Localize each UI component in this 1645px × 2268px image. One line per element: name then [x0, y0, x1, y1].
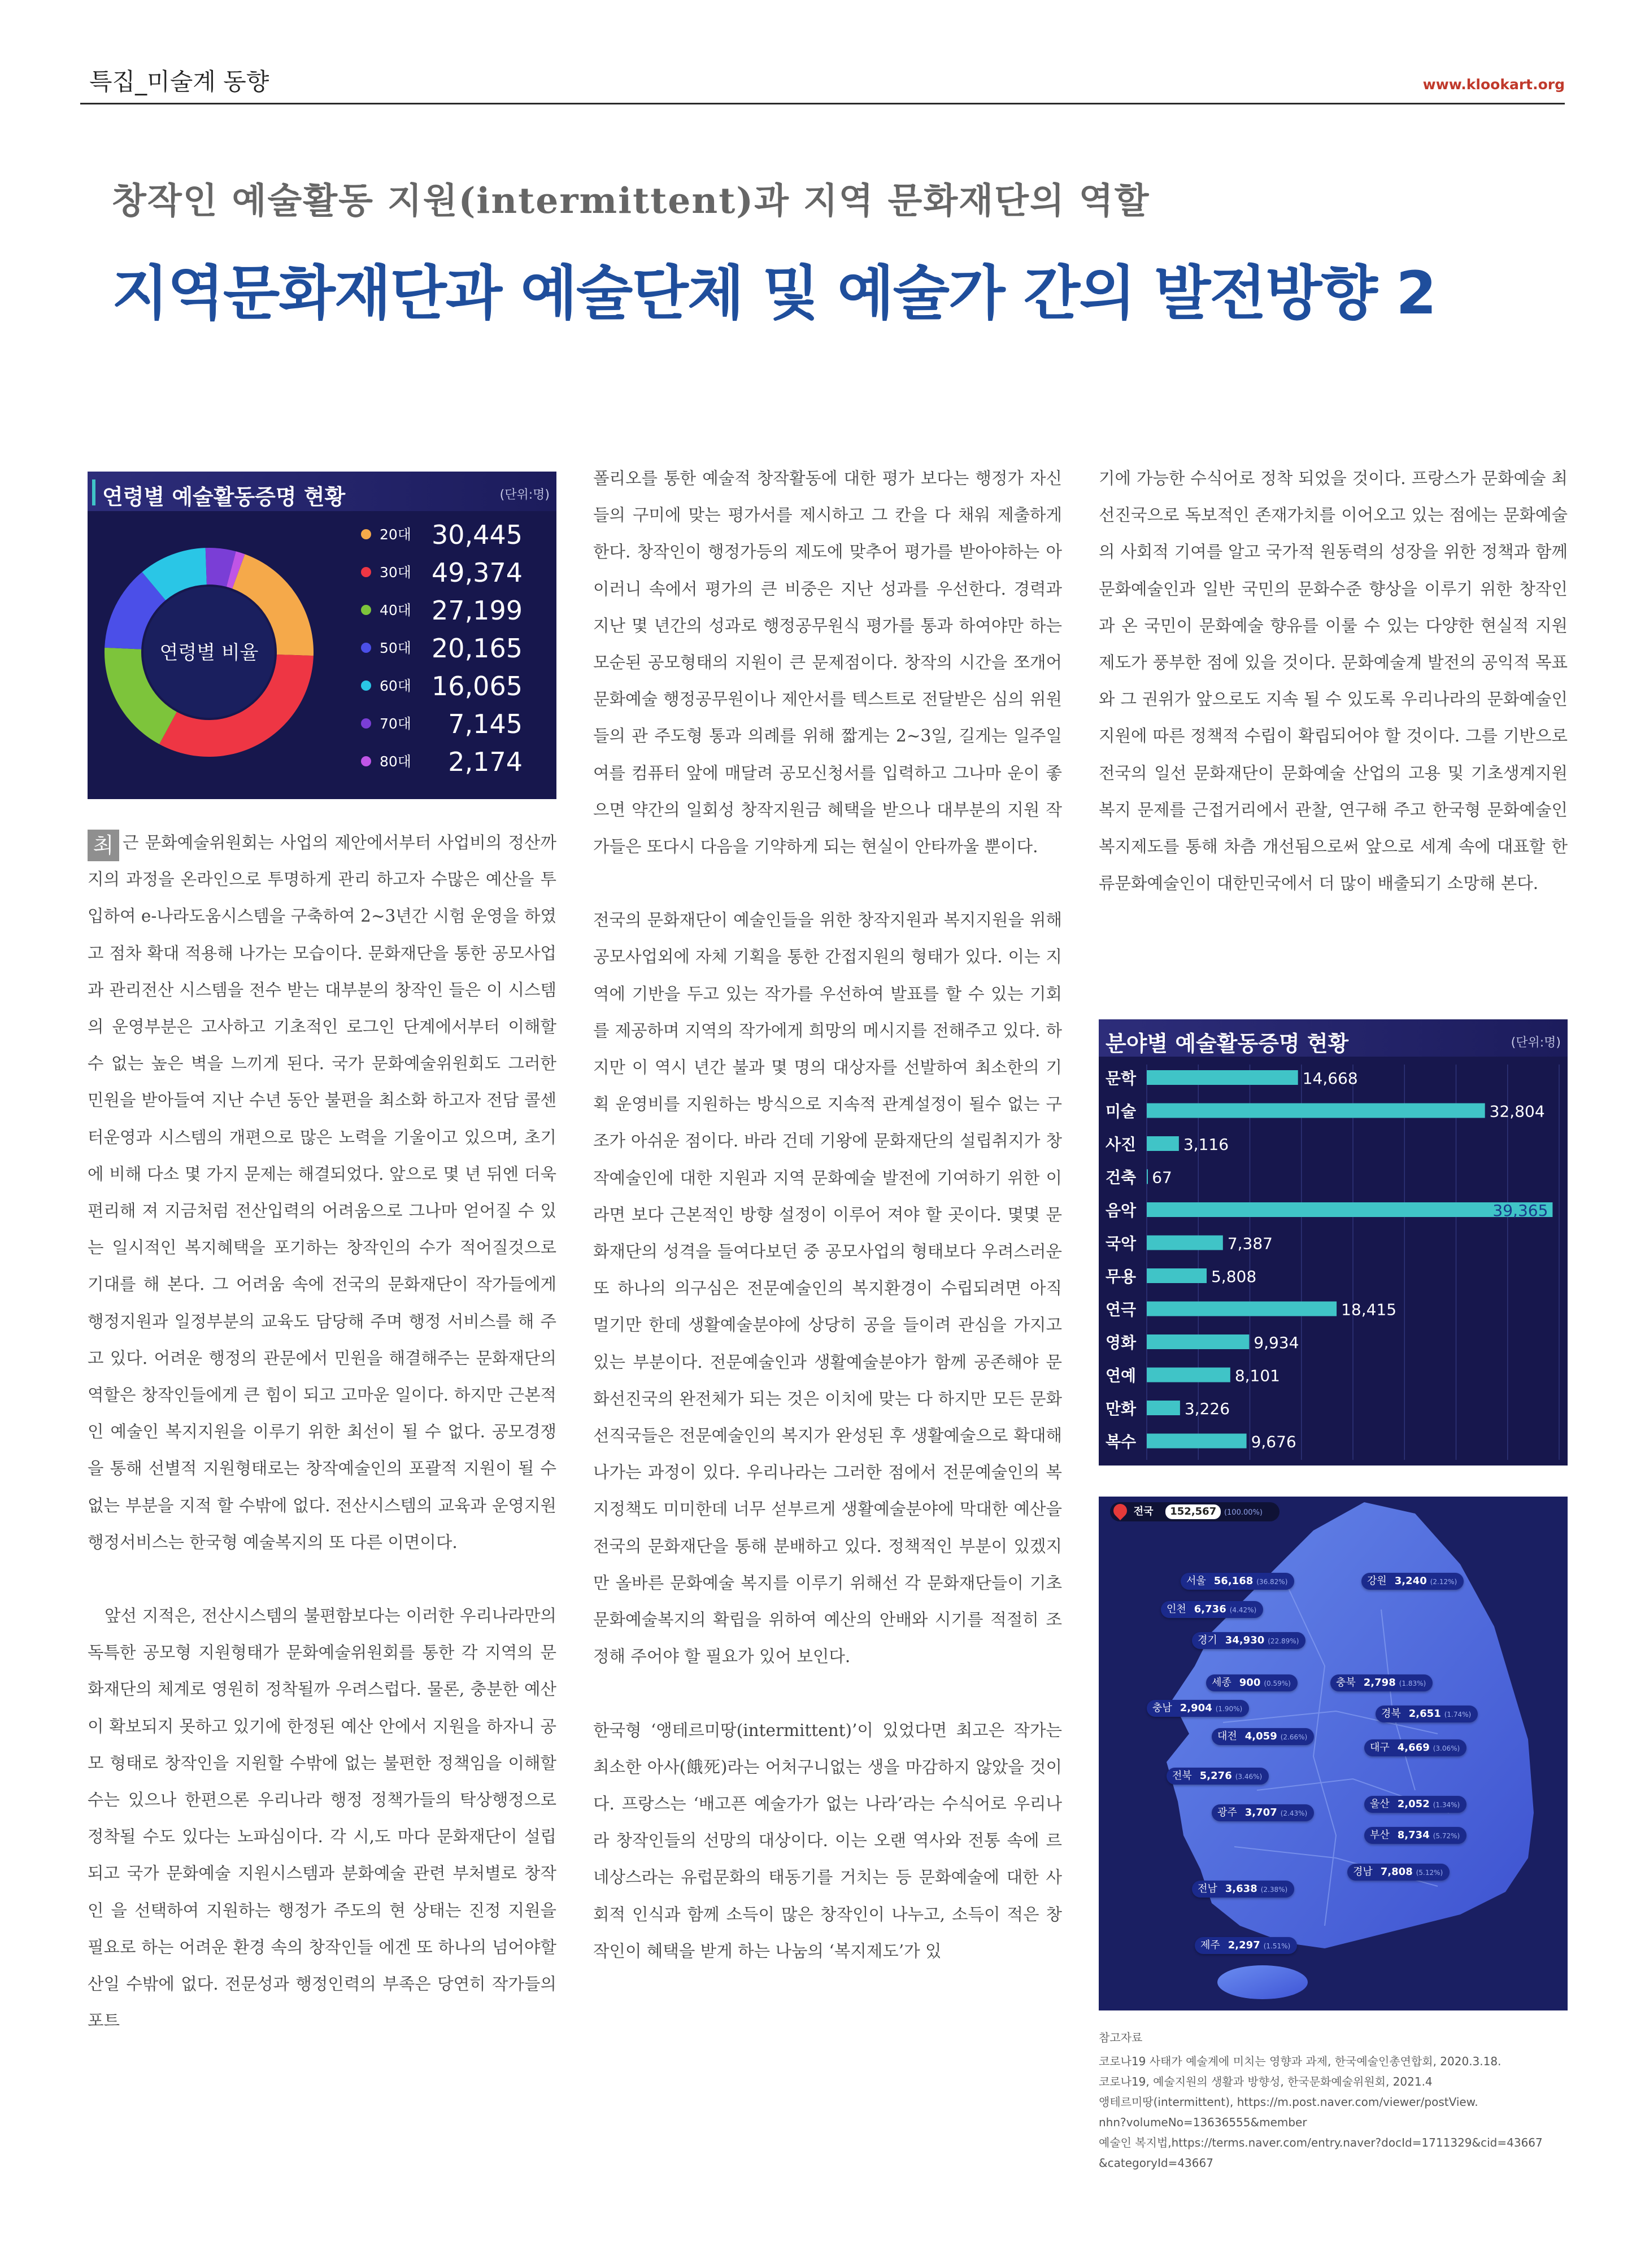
- legend-value: 20,165: [432, 633, 523, 664]
- region-badge-전북: [1167, 1768, 1269, 1785]
- location-pin-icon: [1111, 1501, 1130, 1520]
- region-value: 6,736: [1194, 1603, 1226, 1615]
- region-badge-경북: [1376, 1706, 1478, 1722]
- bar-연예: [1147, 1368, 1230, 1382]
- region-name: 제주: [1200, 1939, 1220, 1951]
- region-name: 충남: [1152, 1702, 1172, 1714]
- legend-swatch: [361, 529, 371, 539]
- region-pct: (3.46%): [1235, 1773, 1263, 1781]
- region-pct: (4.42%): [1229, 1606, 1257, 1614]
- region-name: 부산: [1370, 1829, 1390, 1841]
- legend-label: 60대: [380, 678, 411, 694]
- bar-value-label: 18,415: [1341, 1300, 1397, 1319]
- region-pct: (3.06%): [1433, 1744, 1460, 1752]
- bar-value-label: 3,116: [1183, 1135, 1229, 1154]
- region-badge-부산: [1364, 1827, 1466, 1844]
- region-badge-울산: [1364, 1796, 1466, 1813]
- region-name: 광주: [1217, 1807, 1237, 1818]
- bar-category-label: 연극: [1106, 1300, 1137, 1319]
- legend-swatch: [361, 718, 371, 729]
- region-name: 충북: [1336, 1677, 1356, 1689]
- region-pct: (5.12%): [1416, 1869, 1443, 1877]
- region-badge-세종: [1206, 1674, 1298, 1691]
- total-value: 152,567: [1165, 1504, 1221, 1519]
- bar-category-label: 국악: [1106, 1234, 1137, 1253]
- bar-category-label: 영화: [1106, 1333, 1137, 1352]
- region-badge-광주: [1212, 1804, 1314, 1821]
- region-badge-제주: [1195, 1937, 1297, 1954]
- article-column-2: [593, 460, 1062, 1970]
- paragraph: 기에 가능한 수식어로 정착 되었을 것이다. 프랑스가 문화예술 최 선진국으로 독보적인 존재가치를 이어오고 있는 점에는 문화예술의 사회적 기여를 알고 국가적 원동력의 성장을 위한 정책과 함께 문화예술인과 일반 국민의 문화수준 향상을 이루기 위한 창작인과 온 국민이 문화예술 향유를 이룰 수 있는 다양한 현실적 지원 제도가 풍부한 점에 있을 것이다. 문화예술계 발전의 공익적 목표와 그 권위가 앞으로도 지속 될 수 있도록 우리나라의 문화예술인 지원에 따른 정책적 수립이 확립되어야 할 것이다. 그를 기반으로 전국의 일선 문화재단이 문화예술 산업의 고용 및 기초생계지원 복지 문제를 근접거리에서 관찰, 연구해 주고 한국형 문화예술인 복지제도를 통해 차츰 개선됨으로써 앞으로 세계 속에 대표할 한류문화예술인이 대한민국에서 더 많이 배출되기 소망해 본다.: [1099, 469, 1568, 893]
- region-value: 3,240: [1394, 1575, 1427, 1587]
- region-value: 900: [1239, 1677, 1261, 1689]
- bar-value-label: 7,387: [1227, 1234, 1273, 1253]
- legend-swatch: [361, 681, 371, 691]
- region-pct: (22.89%): [1268, 1637, 1299, 1645]
- bar-category-label: 문학: [1106, 1069, 1137, 1088]
- field-chart-title: 분야별 예술활동증명 현황: [1106, 1031, 1349, 1056]
- legend-label: 50대: [380, 640, 411, 656]
- region-name: 경남: [1353, 1866, 1373, 1878]
- bar-무용: [1147, 1268, 1207, 1283]
- bar-복수: [1147, 1434, 1247, 1449]
- bar-value-label: 9,934: [1254, 1333, 1299, 1352]
- paragraph: 폴리오를 통한 예술적 창작활동에 대한 평가 보다는 행정가 자신들의 구미에 맞는 평가서를 제시하고 그 칸을 다 채워 제출하게 한다. 창작인이 행정가등의 제도에 맞추어 평가를 받아야하는 아이러니 속에서 평가의 큰 비중은 지난 성과를 우선한다. 경력과 지난 몇 년간의 성과로 행정공무원식 평가를 통과 하여야만 하는 모순된 공모형태의 지원이 큰 문제점이다. 창작의 시간을 쪼개어 문화예술 행정공무원이나 제안서를 텍스트로 전달받은 심의 위원들의 관 주도형 통과 의례를 위해 짧게는 2~3일, 길게는 일주일여를 컴퓨터 앞에 매달려 공모신청서를 입력하고 그나마 운이 좋으면 약간의 일회성 창작지원금 혜택을 받으나 대부분의 지원 작가들은 또다시 다음을 기약하게 되는 현실이 안타까울 뿐이다.: [593, 469, 1062, 857]
- bar-문학: [1147, 1070, 1298, 1085]
- section-label: 특집_미술계 동향: [89, 68, 269, 95]
- region-badge-대구: [1364, 1739, 1466, 1756]
- region-name: 대전: [1217, 1730, 1237, 1742]
- bar-value-label: 3,226: [1184, 1399, 1230, 1418]
- reference-item[interactable]: 예술인 복지법,https://terms.naver.com/entry.naver?docId=1711329&cid=43667: [1099, 2136, 1543, 2149]
- region-pct: (36.82%): [1256, 1578, 1288, 1586]
- legend-value: 30,445: [432, 520, 523, 550]
- region-name: 세종: [1212, 1677, 1231, 1689]
- region-pct: (2.38%): [1260, 1886, 1288, 1894]
- legend-value: 16,065: [432, 671, 523, 701]
- bar-value-label: 14,668: [1302, 1069, 1358, 1088]
- region-pct: (1.90%): [1215, 1705, 1243, 1713]
- bar-value-label: 5,808: [1211, 1267, 1257, 1286]
- region-pct: (1.51%): [1263, 1942, 1291, 1950]
- bar-만화: [1147, 1401, 1180, 1415]
- bar-category-label: 복수: [1106, 1432, 1137, 1451]
- legend-label: 20대: [380, 526, 411, 543]
- paragraph: 전국의 문화재단이 예술인들을 위한 창작지원과 복지지원을 위해 공모사업외에 자체 기획을 통한 간접지원의 형태가 있다. 이는 지역에 기반을 두고 있는 작가를 우선하여 발표를 할 수 있는 기회를 제공하며 지역의 작가에게 희망의 메시지를 전해주고 있다. 하지만 이 역시 년간 불과 몇 명의 대상자를 선발하여 최소한의 기획 운영비를 지원하는 방식으로 지속적 관계설정이 될수 없는 구조가 아쉬운 점이다. 바라 건데 기왕에 문화재단의 설립취지가 창작예술인에 대한 지원과 지역 문화예술 발전에 기여하기 위한 이라면 보다 근본적인 방향 설정이 이루어 져야 할 곳이다. 몇몇 문화재단의 성격을 들여다보던 중 공모사업의 형태보다 우려스러운 또 하나의 의구심은 전문예술인의 복지환경이 수립되려면 아직 멀기만 한데 생활예술분야에 상당히 공을 들이려 관심을 가지고 있는 부분이다. 전문예술인과 생활예술분야가 함께 공존해야 문화선진국의 완전체가 되는 것은 이치에 맞는 다 하지만 모든 문화 선직국들은 전문예술인의 복지가 완성된 후 생활예술으로 확대해 나가는 과정이 있다. 우리나라는 그러한 점에서 전문예술인의 복지정책도 미미한데 너무 섣부르게 생활예술분야에 막대한 예산을 전국의 문화재단을 통해 분배하고 있다. 정책적인 부분이 있겠지만 올바른 문화예술 복지를 이루기 위해선 각 문화재단들이 기초 문화예술복지의 확립을 위하여 예산의 안배와 시기를 적절히 조정해 주어야 할 필요가 있어 보인다.: [593, 910, 1062, 1667]
- total-name: 전국: [1133, 1506, 1154, 1517]
- region-pct: (1.74%): [1444, 1711, 1472, 1719]
- region-value: 4,059: [1244, 1730, 1277, 1742]
- legend-swatch: [361, 756, 371, 766]
- bar-음악: [1147, 1202, 1552, 1217]
- bar-value-label: 32,804: [1489, 1102, 1545, 1121]
- bar-category-label: 미술: [1106, 1102, 1137, 1121]
- legend-swatch: [361, 605, 371, 615]
- region-badge-인천: [1161, 1601, 1263, 1618]
- bar-value-label: 9,676: [1251, 1432, 1296, 1451]
- references: [1099, 2027, 1568, 2173]
- reference-item[interactable]: &categoryId=43667: [1099, 2156, 1213, 2170]
- legend-value: 2,174: [448, 747, 523, 777]
- region-value: 2,052: [1397, 1798, 1430, 1810]
- bar-건축: [1147, 1170, 1148, 1184]
- region-badge-전남: [1192, 1881, 1294, 1898]
- region-value: 4,669: [1397, 1742, 1430, 1754]
- region-pct: (5.72%): [1433, 1832, 1460, 1840]
- region-value: 2,297: [1228, 1939, 1260, 1951]
- field-bar-chart: [1099, 1019, 1568, 1466]
- article-title: 지역문화재단과 예술단체 및 예술가 간의 발전방향 2: [112, 259, 1436, 328]
- donut-center-label: 연령별 비율: [159, 642, 259, 664]
- region-badge-충남: [1147, 1700, 1249, 1717]
- bar-category-label: 사진: [1106, 1135, 1137, 1154]
- header-divider: [80, 103, 1565, 104]
- legend-label: 70대: [380, 716, 411, 732]
- region-pct: (1.34%): [1433, 1801, 1460, 1809]
- region-value: 8,734: [1397, 1829, 1430, 1841]
- region-name: 울산: [1370, 1798, 1390, 1810]
- region-badge-경기: [1192, 1632, 1305, 1649]
- region-value: 7,808: [1380, 1866, 1413, 1878]
- bar-category-label: 무용: [1106, 1267, 1137, 1286]
- region-badge-대전: [1212, 1728, 1314, 1745]
- region-value: 5,276: [1199, 1770, 1232, 1782]
- paragraph: 앞선 지적은, 전산시스템의 불편함보다는 이러한 우리나라만의 독특한 공모형 지원형태가 문화예술위원회를 통한 각 지역의 문화재단의 체계로 영원히 정착될까 우려스럽다. 물론, 충분한 예산이 확보되지 못하고 있기에 한정된 예산 안에서 지원을 하자니 공모 형태로 창작인을 지원할 수밖에 없는 불편한 정책임을 이해할 수는 있으나 한편으론 우리나라 행정 정책가들의 탁상행정으로 정착될 수도 있다는 노파심이다. 각 시,도 마다 문화재단이 설립되고 국가 문화예술 지원시스템과 분화예술 관련 부처별로 창작인 을 선택하여 지원하는 행정가 주도의 현 상태는 진정 지원을 필요로 하는 어려운 환경 속의 창작인들 에겐 또 하나의 넘어야할 산일 수밖에 없다. 전문성과 행정인력의 부족은 당연히 작가들의 포트: [88, 1606, 556, 2031]
- drop-cap: 최: [88, 830, 119, 861]
- bar-국악: [1147, 1236, 1223, 1250]
- age-chart-unit: (단위:명): [499, 488, 550, 502]
- legend-swatch: [361, 643, 371, 653]
- bar-value-label: 67: [1152, 1168, 1172, 1187]
- region-pct: (2.43%): [1280, 1809, 1308, 1817]
- bar-category-label: 만화: [1106, 1399, 1137, 1418]
- region-pct: (2.12%): [1430, 1578, 1457, 1586]
- region-badge-충북: [1330, 1674, 1433, 1691]
- region-name: 인천: [1167, 1603, 1186, 1615]
- region-name: 대구: [1370, 1742, 1390, 1754]
- region-name: 경북: [1381, 1708, 1401, 1720]
- field-chart-panel: [1099, 1019, 1568, 1466]
- legend-value: 27,199: [432, 595, 523, 626]
- region-pct: (2.66%): [1280, 1733, 1308, 1741]
- region-badge-강원: [1361, 1573, 1464, 1590]
- reference-item[interactable]: nhn?volumeNo=13636555&member: [1099, 2116, 1307, 2129]
- field-chart-unit: (단위:명): [1511, 1036, 1561, 1050]
- bar-사진: [1147, 1136, 1179, 1151]
- article-column-1: [88, 825, 556, 2040]
- region-name: 서울: [1186, 1575, 1206, 1587]
- article-column-3: [1099, 460, 1568, 902]
- region-name: 경기: [1198, 1634, 1217, 1646]
- region-value: 34,930: [1225, 1634, 1265, 1646]
- reference-item[interactable]: 앵테르미땅(intermittent), https://m.post.naver.com/viewer/postView.: [1099, 2095, 1478, 2109]
- bar-category-label: 건축: [1106, 1168, 1137, 1187]
- jeju-island-shape: [1217, 1965, 1308, 1999]
- total-pct: (100.00%): [1224, 1508, 1263, 1517]
- article-subtitle: 창작인 예술활동 지원(intermittent)과 지역 문화재단의 역할: [112, 180, 1150, 221]
- reference-item: 코로나19, 예술지원의 생활과 방향성, 한국문화예술위원회, 2021.4: [1099, 2075, 1433, 2088]
- legend-label: 80대: [380, 753, 411, 770]
- legend-label: 40대: [380, 602, 411, 618]
- region-name: 강원: [1367, 1575, 1387, 1587]
- bar-영화: [1147, 1334, 1249, 1349]
- region-value: 2,651: [1408, 1708, 1441, 1720]
- bar-category-label: 연예: [1106, 1366, 1137, 1385]
- region-value: 3,707: [1244, 1807, 1277, 1818]
- region-name: 전북: [1172, 1770, 1192, 1782]
- region-badge-경남: [1347, 1864, 1450, 1881]
- region-pct: (1.83%): [1399, 1680, 1426, 1687]
- site-url-link[interactable]: www.klookart.org: [1422, 76, 1565, 93]
- region-map-panel: [1099, 1497, 1568, 2010]
- paragraph: 최 근 문화예술위원회는 사업의 제안에서부터 사업비의 정산까지의 과정을 온라인으로 투명하게 관리 하고자 수많은 예산을 투입하여 e-나라도움시스템을 구축하여 2~3년간 시험 운영을 하였고 점차 확대 적용해 나가는 모습이다. 문화재단을 통한 공모사업과 관리전산 시스템을 전수 받는 대부분의 창작인 들은 이 시스템의 운영부분은 고사하고 기초적인 로그인 단계에서부터 이해할 수 없는 높은 벽을 느끼게 된다. 국가 문화예술위원회도 그러한 민원을 받아들여 지난 수년 동안 불편을 최소화 하고자 전담 콜센터운영과 시스템의 개편으로 많은 노력을 기울이고 있으며, 초기에 비해 다소 몇 가지 문제는 해결되었다. 앞으로 몇 년 뒤엔 더욱 편리해 져 지금처럼 전산입력의 어려움으로 그나마 얻어질 수 있는 일시적인 복지혜택을 포기하는 창작인의 수가 적어질것으로 기대를 해 본다. 그 어려움 속에 전국의 문화재단이 작가들에게 행정지원과 일정부분의 교육도 담당해 주며 행정 서비스를 해 주고 있다. 어려운 행정의 관문에서 민원을 해결해주는 문화재단의 역할은 창작인들에게 큰 힘이 되고 고마운 일이다. 하지만 근본적인 예술인 복지지원을 이루기 위한 최선이 될 수 없다. 공모경쟁을 통해 선별적 지원형태로는 창작예술인의 포괄적 지원이 될 수 없는 부분을 지적 할 수밖에 없다. 전산시스템의 교육과 운영지원 행정서비스는 한국형 예술복지의 또 다른 이면이다.: [88, 825, 556, 1561]
- region-value: 56,168: [1213, 1575, 1254, 1587]
- age-chart-title: 연령별 예술활동증명 현황: [102, 485, 346, 509]
- korea-map: [1099, 1497, 1568, 2010]
- region-pct: (0.59%): [1264, 1680, 1291, 1687]
- bar-연극: [1147, 1302, 1337, 1316]
- region-value: 3,638: [1225, 1883, 1257, 1895]
- legend-value: 7,145: [448, 709, 523, 739]
- paragraph: 한국형 ‘앵테르미땅(intermittent)’이 있었다면 최고은 작가는 최소한 아사(餓死)라는 어처구니없는 생을 마감하지 않았을 것이다. 프랑스는 ‘배고픈 예술가가 없는 나라’라는 수식어로 우리나라 창작인들의 선망의 대상이다. 이는 오랜 역사와 전통 속에 르네상스라는 유럽문화의 태동기를 거치는 등 문화예술에 대한 사회적 인식과 함께 소득이 많은 창작인이 나누고, 소득이 적은 창작인이 혜택을 받게 하는 나눔의 ‘복지제도’가 있: [593, 1720, 1062, 1961]
- legend-swatch: [361, 567, 371, 577]
- reference-item: 코로나19 사태가 예술계에 미치는 영향과 과제, 한국예술인총연합회, 2020.3.18.: [1099, 2055, 1502, 2068]
- age-chart-panel: [88, 472, 556, 799]
- region-badge-서울: [1181, 1573, 1294, 1590]
- age-donut-chart: [88, 472, 556, 799]
- legend-value: 49,374: [432, 557, 523, 588]
- region-value: 2,798: [1363, 1677, 1396, 1689]
- bar-value-label: 8,101: [1234, 1366, 1281, 1385]
- references-heading: 참고자료: [1099, 2031, 1143, 2044]
- region-name: 전남: [1198, 1883, 1217, 1895]
- bar-value-label: 39,365: [1492, 1201, 1548, 1220]
- bar-category-label: 음악: [1106, 1201, 1137, 1220]
- total-badge: [1110, 1502, 1280, 1521]
- legend-label: 30대: [380, 564, 411, 581]
- bar-미술: [1147, 1104, 1485, 1118]
- region-value: 2,904: [1180, 1702, 1212, 1714]
